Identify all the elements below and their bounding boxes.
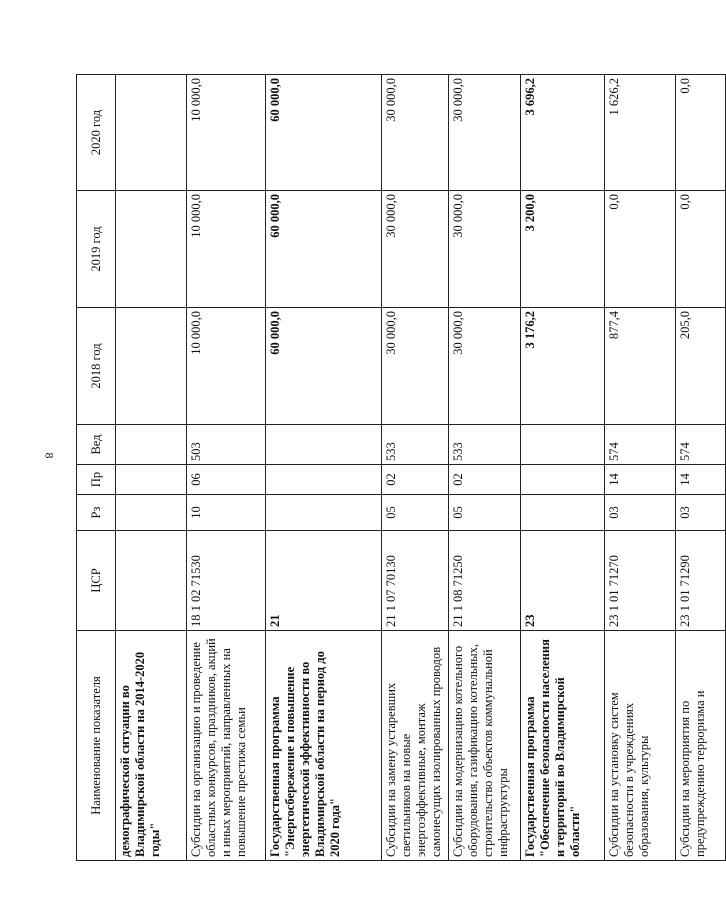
cell-pr: 02 xyxy=(382,465,449,495)
cell-y2019: 3 200,0 xyxy=(521,191,605,308)
cell-name: Государственная программа "Энергосбережение и повышение энергетической эффективности во Владимирской области на период до 2020 года" xyxy=(266,631,382,861)
header-2020: 2020 год xyxy=(77,75,116,191)
cell-ved xyxy=(521,425,605,465)
cell-csr: 23 xyxy=(521,531,605,631)
cell-rz xyxy=(266,495,382,531)
cell-pr: 02 xyxy=(449,465,521,495)
cell-ved: 503 xyxy=(187,425,266,465)
table-row xyxy=(187,75,266,861)
cell-rz: 03 xyxy=(676,495,726,531)
table-row xyxy=(382,75,449,861)
cell-ved xyxy=(116,425,187,465)
cell-pr: 06 xyxy=(187,465,266,495)
cell-ved: 574 xyxy=(605,425,676,465)
cell-y2019: 30 000,0 xyxy=(449,191,521,308)
budget-table xyxy=(76,74,726,861)
table-row xyxy=(521,75,605,861)
budget-table-area xyxy=(76,75,707,861)
cell-csr: 21 xyxy=(266,531,382,631)
header-2019: 2019 год xyxy=(77,191,116,308)
cell-y2018: 877,4 xyxy=(605,308,676,425)
cell-csr xyxy=(116,531,187,631)
cell-y2018: 60 000,0 xyxy=(266,308,382,425)
cell-name: Субсидии на модернизацию котельного оборудования, газификацию котельных, строительство объектов коммунальной инфраструктуры xyxy=(449,631,521,861)
cell-ved: 574 xyxy=(676,425,726,465)
cell-name: Субсидии на замену устаревших светильников на новые энергоэффективные, монтаж самонесущих изолированных проводов xyxy=(382,631,449,861)
cell-rz: 03 xyxy=(605,495,676,531)
header-csr: ЦСР xyxy=(77,531,116,631)
header-2018: 2018 год xyxy=(77,308,116,425)
table-row xyxy=(605,75,676,861)
cell-y2018: 3 176,2 xyxy=(521,308,605,425)
cell-y2018: 205,0 xyxy=(676,308,726,425)
cell-rz: 10 xyxy=(187,495,266,531)
table-row xyxy=(116,75,187,861)
page-number: 8 xyxy=(42,452,57,459)
cell-y2018: 10 000,0 xyxy=(187,308,266,425)
cell-name: Государственная программа "Обеспечение безопасности населения и территорий во Владимирской области" xyxy=(521,631,605,861)
header-pr: Пр xyxy=(77,465,116,495)
cell-y2020: 10 000,0 xyxy=(187,75,266,191)
cell-pr xyxy=(521,465,605,495)
cell-name: демографической ситуации во Владимирской области на 2014-2020 годы" xyxy=(116,631,187,861)
cell-y2020: 1 626,2 xyxy=(605,75,676,191)
cell-y2018: 30 000,0 xyxy=(449,308,521,425)
cell-pr xyxy=(266,465,382,495)
cell-csr: 23 1 01 71290 xyxy=(676,531,726,631)
cell-y2018 xyxy=(116,308,187,425)
cell-name: Субсидии на мероприятия по предупреждению терроризма и xyxy=(676,631,726,861)
cell-ved: 533 xyxy=(449,425,521,465)
cell-csr: 21 1 08 71250 xyxy=(449,531,521,631)
table-header-row xyxy=(77,75,116,861)
header-name: Наименование показателя xyxy=(77,631,116,861)
cell-rz: 05 xyxy=(382,495,449,531)
cell-y2020: 30 000,0 xyxy=(449,75,521,191)
cell-y2019: 10 000,0 xyxy=(187,191,266,308)
cell-rz xyxy=(521,495,605,531)
cell-csr: 23 1 01 71270 xyxy=(605,531,676,631)
table-row xyxy=(449,75,521,861)
header-rz: Рз xyxy=(77,495,116,531)
header-ved: Вед xyxy=(77,425,116,465)
cell-csr: 18 1 02 71530 xyxy=(187,531,266,631)
cell-y2020: 30 000,0 xyxy=(382,75,449,191)
cell-name: Субсидии на организацию и проведение областных конкурсов, праздников, акций и иных мероприятий, направленных на повышение престижа семьи xyxy=(187,631,266,861)
cell-y2020: 60 000,0 xyxy=(266,75,382,191)
cell-y2020: 0,0 xyxy=(676,75,726,191)
cell-y2019: 30 000,0 xyxy=(382,191,449,308)
cell-y2020: 3 696,2 xyxy=(521,75,605,191)
cell-rz: 05 xyxy=(449,495,521,531)
table-row xyxy=(266,75,382,861)
cell-y2019 xyxy=(116,191,187,308)
cell-ved: 533 xyxy=(382,425,449,465)
cell-pr: 14 xyxy=(676,465,726,495)
cell-y2020 xyxy=(116,75,187,191)
cell-name: Субсидии на установку систем безопасности в учреждениях образования, культуры xyxy=(605,631,676,861)
cell-pr: 14 xyxy=(605,465,676,495)
cell-y2019: 60 000,0 xyxy=(266,191,382,308)
table-row xyxy=(676,75,726,861)
cell-csr: 21 1 07 70130 xyxy=(382,531,449,631)
cell-rz xyxy=(116,495,187,531)
cell-y2019: 0,0 xyxy=(676,191,726,308)
cell-pr xyxy=(116,465,187,495)
cell-ved xyxy=(266,425,382,465)
cell-y2019: 0,0 xyxy=(605,191,676,308)
cell-y2018: 30 000,0 xyxy=(382,308,449,425)
